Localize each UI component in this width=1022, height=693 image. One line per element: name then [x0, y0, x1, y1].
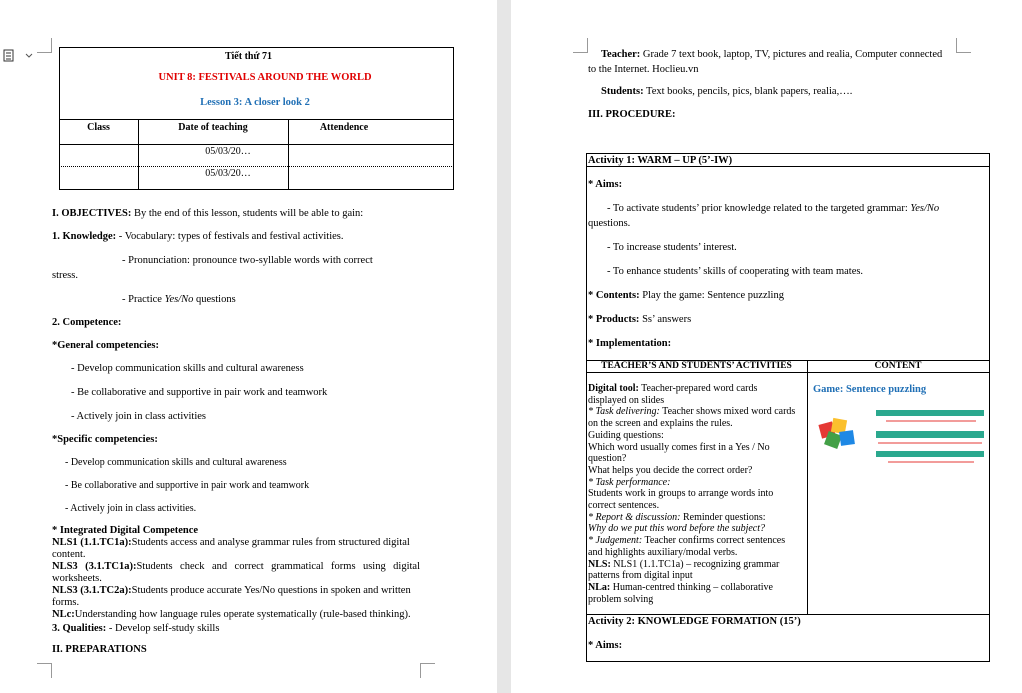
crop-mark [420, 663, 435, 678]
general-heading: *General competencies: [52, 340, 160, 351]
contents-line: * Contents: Play the game: Sentence puzzling [588, 290, 784, 301]
col-content: CONTENT [874, 361, 922, 371]
qualities-line: 3. Qualities: - Develop self-study skills [52, 623, 220, 634]
unit-title: UNIT 8: FESTIVALS AROUND THE WORLD [158, 72, 372, 83]
lesson-number: Tiết thứ 71 [225, 51, 272, 62]
specific-item: - Actively join in class activities. [65, 503, 197, 514]
pronunciation-line: - Pronunciation: pronounce two-syllable words with correct [122, 255, 373, 266]
nls1-paragraph: NLS1 (1.1.TC1a):Students access and analyse grammar rules from structured digital content. [52, 537, 410, 560]
aims-heading: * Aims: [588, 179, 623, 190]
procedure-heading: III. PROCEDURE: [588, 109, 676, 120]
practice-line: - Practice Yes/No questions [122, 294, 236, 305]
date-cell: 05/03/20… [205, 168, 251, 179]
nls3b-paragraph: NLS3 (3.1.TC2a):Students produce accurate Yes/No questions in spoken and written forms. [52, 585, 411, 608]
specific-item: - Develop communication skills and cultural awareness [65, 457, 287, 468]
aims2-heading: * Aims: [588, 640, 623, 651]
slide-thumbnail [816, 405, 986, 467]
col-class: Class [87, 122, 110, 133]
products-line: * Products: Ss’ answers [588, 314, 692, 325]
aim-item: - To increase students’ interest. [607, 242, 737, 253]
crop-mark [573, 38, 588, 53]
implementation-heading: * Implementation: [588, 338, 672, 349]
aim-item-cont: questions. [588, 218, 631, 229]
general-item: - Actively join in class activities [71, 411, 207, 422]
specific-item: - Be collaborative and supportive in pair work and teamwork [65, 480, 310, 491]
col-attendance: Attendence [319, 122, 369, 133]
general-item: - Be collaborative and supportive in pair work and teamwork [71, 387, 328, 398]
activity1-title: Activity 1: WARM – UP (5’-IW) [588, 155, 733, 166]
competence-heading: 2. Competence: [52, 317, 122, 328]
aim-item: - To enhance students’ skills of cooperating with team mates. [607, 266, 864, 277]
specific-heading: *Specific competencies: [52, 434, 158, 445]
students-line: Students: Text books, pencils, pics, blank papers, realia,…. [601, 86, 853, 97]
stress-line: stress. [52, 270, 78, 281]
crop-mark [37, 663, 52, 678]
puzzle-pieces-icon [816, 405, 986, 467]
game-title: Game: Sentence puzzling [813, 384, 927, 395]
col-activities: TEACHER’S AND STUDENTS’ ACTIVITIES [601, 361, 792, 371]
date-cell: 05/03/20… [205, 146, 251, 157]
document-page-left [0, 0, 497, 693]
digital-competence-heading: * Integrated Digital Competence [52, 525, 199, 536]
knowledge-line: 1. Knowledge: - Vocabulary: types of festivals and festival activities. [52, 231, 344, 242]
nlc-paragraph: NLc:Understanding how language rules operate systematically (rule-based thinking). [52, 609, 411, 620]
activities-cell: Digital tool: Teacher-prepared word cards displayed on slides * Task delivering: Teacher shows mixed word cards on the screen and explains the rules. Guiding questions: Which word usually comes first in a Yes / No question? What helps you decide the correct order? * Task performance: Students work in groups to arrange words into correct sentences. * Report & discussion: Reminder questions: Why do we put this word before the subject? * Judgement: Teacher confirms correct sentences and highlights auxiliary/modal verbs. NLS: NLS1 (1.1.TC1a) – recognizing grammar patterns from digital input NLa: Human-centred thinking – collaborative problem solving [588, 383, 796, 605]
general-item: - Develop communication skills and cultural awareness [71, 363, 304, 374]
objectives-line: I. OBJECTIVES: By the end of this lesson, students will be able to gain: [52, 208, 364, 219]
teacher-line-2: to the Internet. Hoclieu.vn [588, 64, 699, 75]
list-view-icon [3, 48, 37, 64]
aim-item: - To activate students’ prior knowledge related to the targeted grammar: Yes/No [607, 203, 940, 214]
col-date: Date of teaching [178, 122, 248, 133]
lesson-title: Lesson 3: A closer look 2 [200, 97, 310, 108]
crop-mark [956, 38, 971, 53]
nav-pane-button[interactable] [3, 48, 37, 64]
teacher-line: Teacher: Grade 7 text book, laptop, TV, pictures and realia, Computer connected [601, 49, 943, 60]
activity2-title: Activity 2: KNOWLEDGE FORMATION (15’) [588, 616, 801, 627]
preparations-heading: II. PREPARATIONS [52, 644, 147, 655]
nls3a-paragraph: NLS3 (3.1.TC1a):Students check and correct grammatical forms using digital worksheets. [52, 561, 420, 584]
document-page-right [511, 0, 1022, 693]
